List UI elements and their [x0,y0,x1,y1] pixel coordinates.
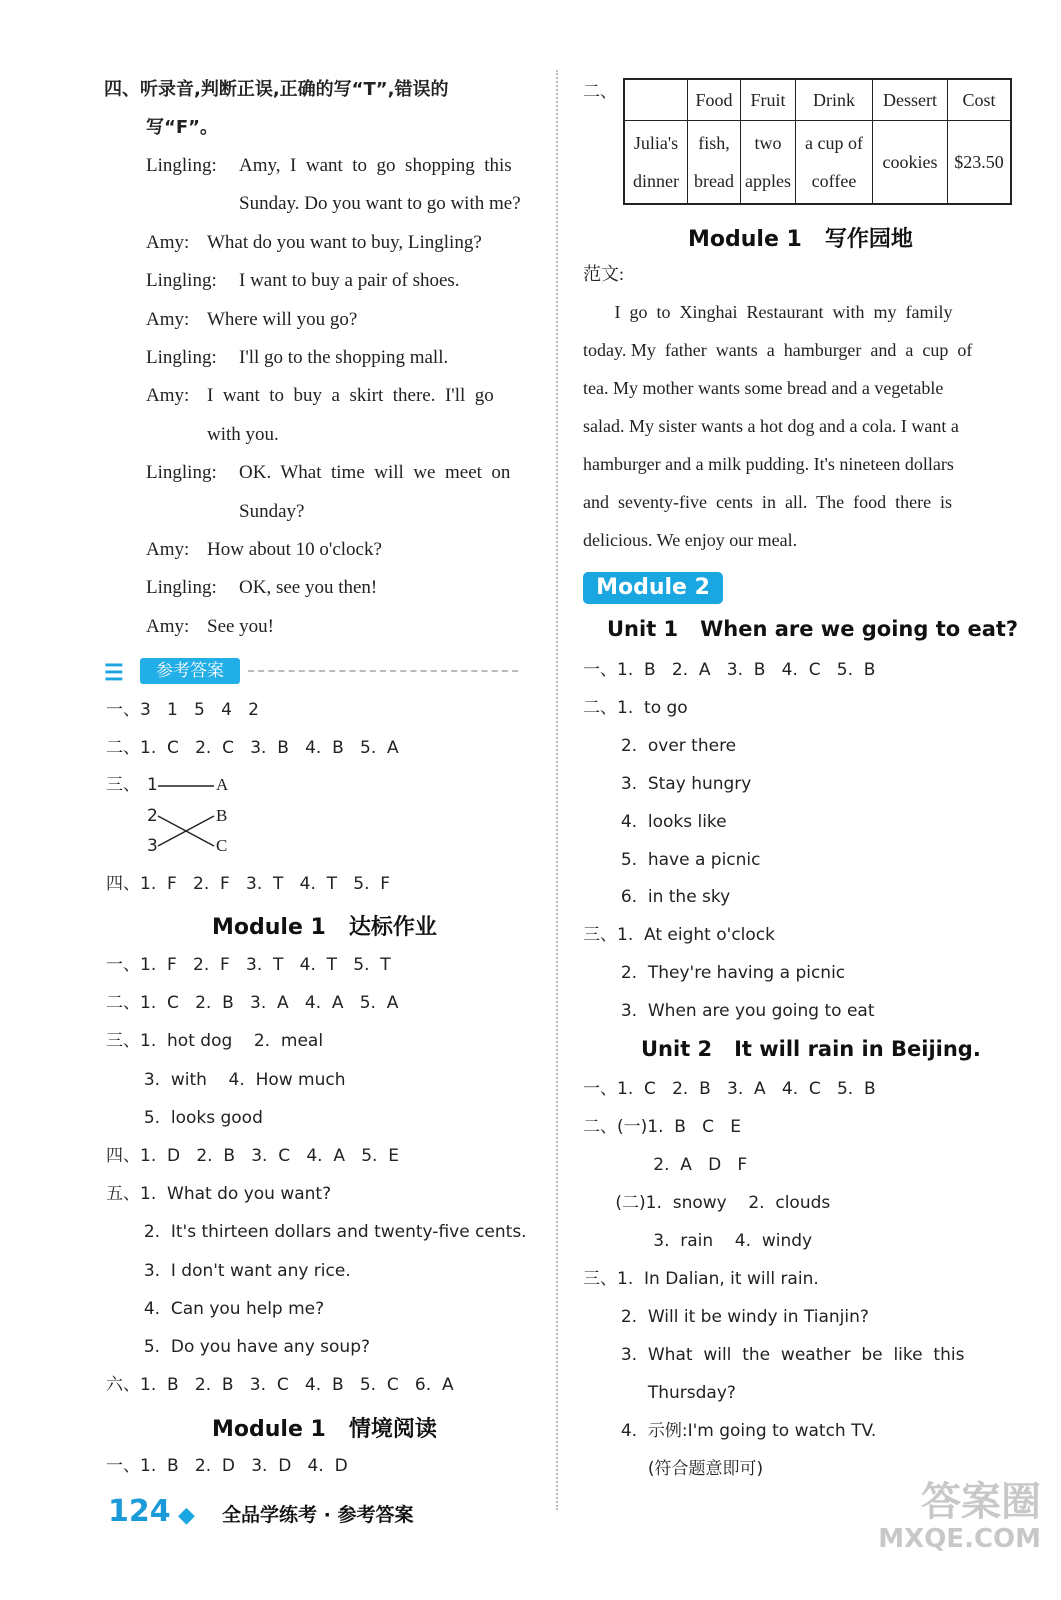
answer-line: 一、1. F 2. F 3. T 4. T 5. T [106,955,391,975]
match-left-1: 1 [147,775,158,795]
answer-line: 3. When are you going to eat [583,1001,875,1022]
dialogue-speaker: Amy: [146,231,190,253]
answer-line: 2. Will it be windy in Tianjin? [583,1307,869,1327]
answer-line: 二、1. to go [583,697,688,718]
table-header-cost: Cost [948,79,1012,121]
dialogue-line: I want to buy a skirt there. I'll go [207,385,494,407]
answer-line: 二、(一)1. B C E [583,1117,741,1137]
table-header-empty [624,79,688,121]
table-header-drink: Drink [796,79,873,121]
answer-line: 四、1. D 2. B 3. C 4. A 5. E [106,1146,399,1166]
answer-line: (符合题意即可) [583,1459,764,1479]
footer-book-title: 全品学练考 · 参考答案 [222,1504,414,1526]
answer-q1: 一、3 1 5 4 2 [106,700,259,720]
answer-line: delicious. We enjoy our meal. [583,530,798,550]
dialogue-line: I want to buy a pair of shoes. [239,270,460,292]
answer-line: 4. 示例:I'm going to watch TV. [583,1421,877,1441]
answer-line: Thursday? [583,1383,736,1403]
answer-line: today. My father wants a hamburger and a cup of [583,340,973,360]
answer-line: 三、1. hot dog 2. meal [106,1031,324,1052]
answer-line: (二)1. snowy 2. clouds [583,1193,831,1213]
table-header-food: Food [688,79,741,121]
dialogue-line: OK. What time will we meet on [239,462,511,484]
table-cell-cost: $23.50 [948,121,1012,205]
dialogue-speaker: Lingling: [146,270,217,292]
answer-line: 6. in the sky [583,887,731,908]
sample-label: 范文: [583,264,625,284]
dialogue-line: See you! [207,615,275,637]
answer-line: 4. Can you help me? [106,1298,325,1319]
answer-line: 4. looks like [583,811,727,832]
dialogue-speaker: Lingling: [146,577,217,599]
table-cell-food: fish, bread [688,121,741,205]
answer-line: 一、1. C 2. B 3. A 4. C 5. B [583,1079,876,1099]
match-left-2: 2 [147,806,158,826]
dialogue-speaker: Amy: [146,385,190,407]
answer-line: and seventy-five cents in all. The food there is [583,492,953,512]
table-header-dessert: Dessert [873,79,948,121]
answer-line: 3. I don't want any rice. [106,1260,351,1281]
dialogue-speaker: Amy: [146,308,190,330]
answer-line: 一、1. B 2. A 3. B 4. C 5. B [583,660,876,680]
unit1-title: Unit 1 When are we going to eat? [607,617,1019,641]
match-right-b: B [216,806,228,825]
page-number: 124 [108,1494,171,1529]
answer-line: tea. My mother wants some bread and a vegetable [583,378,944,398]
answer-line: 三、1. In Dalian, it will rain. [583,1269,819,1289]
answer-line: 五、1. What do you want? [106,1184,332,1205]
answer-section-icon: ☰ [104,660,124,685]
match-right-a: A [216,775,229,794]
dialogue-speaker: Lingling: [146,462,217,484]
dialogue-line-cont: Sunday. Do you want to go with me? [239,193,521,215]
answer-q4: 四、1. F 2. F 3. T 4. T 5. F [106,874,391,894]
match-left-3: 3 [147,836,158,856]
q4-title-line2: 写“F”。 [146,117,218,138]
answer-q2: 二、1. C 2. C 3. B 4. B 5. A [106,738,399,758]
dialogue-line-cont: Sunday? [239,500,305,522]
answer-line: 5. have a picnic [583,849,761,870]
answer-line: hamburger and a milk pudding. It's nineteen dollars [583,454,954,474]
diamond-icon: ◆ [178,1502,195,1527]
dialogue-line: How about 10 o'clock? [207,539,382,560]
table-cell-fruit: two apples [741,121,796,205]
dialogue-speaker: Lingling: [146,155,217,176]
table-label: 二、 [583,82,617,102]
answer-line: 三、1. At eight o'clock [583,925,775,946]
table-header-fruit: Fruit [741,79,796,121]
dialogue-speaker: Amy: [146,539,190,560]
answer-tag: 参考答案 [140,658,240,684]
table-cell-meal: Julia's dinner [624,121,688,205]
m1-reading-title: Module 1 情境阅读 [212,1417,437,1442]
match-right-c: C [216,836,228,855]
dialogue-speaker: Amy: [146,615,190,637]
answer-line: I go to Xinghai Restaurant with my family [583,302,953,322]
dialogue-line: Where will you go? [207,308,358,330]
table-row [624,121,1011,205]
answer-line: 2. It's thirteen dollars and twenty-five cents. [106,1222,527,1243]
dialogue-line: I'll go to the shopping mall. [239,347,449,368]
dialogue-speaker: Lingling: [146,347,217,368]
dialogue-line: OK, see you then! [239,577,378,599]
answer-tag-dashed-line [248,670,518,672]
answer-line: 2. They're having a picnic [583,963,846,984]
watermark-line2: MXQE.COM [878,1524,1041,1554]
food-table [623,78,1012,205]
dialogue-line-cont: with you. [207,423,279,445]
matching-lines [156,780,218,850]
answer-line: 5. looks good [106,1107,263,1128]
answer-line: 六、1. B 2. B 3. C 4. B 5. C 6. A [106,1375,454,1396]
answer-line: 2. over there [583,735,737,756]
unit2-title: Unit 2 It will rain in Beijing. [641,1037,981,1061]
answer-line: 二、1. C 2. B 3. A 4. A 5. A [106,993,399,1014]
dialogue-line: Amy, I want to go shopping this [239,155,512,176]
answer-line: 3. rain 4. windy [583,1231,813,1251]
dialogue-line: What do you want to buy, Lingling? [207,231,482,253]
watermark-logo [878,1480,1041,1554]
module2-badge: Module 2 [583,572,723,604]
m1-reading-answers: 一、1. B 2. D 3. D 4. D [106,1456,348,1476]
watermark-line1: 答案圈 [921,1479,1041,1525]
writing-title: Module 1 写作园地 [688,227,913,252]
answer-line: 3. with 4. How much [106,1069,346,1090]
answer-line: 5. Do you have any soup? [106,1337,371,1357]
answer-line: 2. A D F [583,1155,748,1175]
m1-homework-title: Module 1 达标作业 [212,915,437,940]
table-cell-drink: a cup of coffee [796,121,873,205]
answer-line: 3. Stay hungry [583,773,752,794]
answer-line: 3. What will the weather be like this [583,1345,965,1365]
q4-title-line1: 四、听录音,判断正误,正确的写“T”,错误的 [104,79,449,100]
table-header-row [624,79,1011,121]
answer-q3-label: 三、 [106,775,140,795]
answer-line: salad. My sister wants a hot dog and a cola. I want a [583,416,959,436]
column-divider [556,70,558,1510]
table-cell-dessert: cookies [873,121,948,205]
